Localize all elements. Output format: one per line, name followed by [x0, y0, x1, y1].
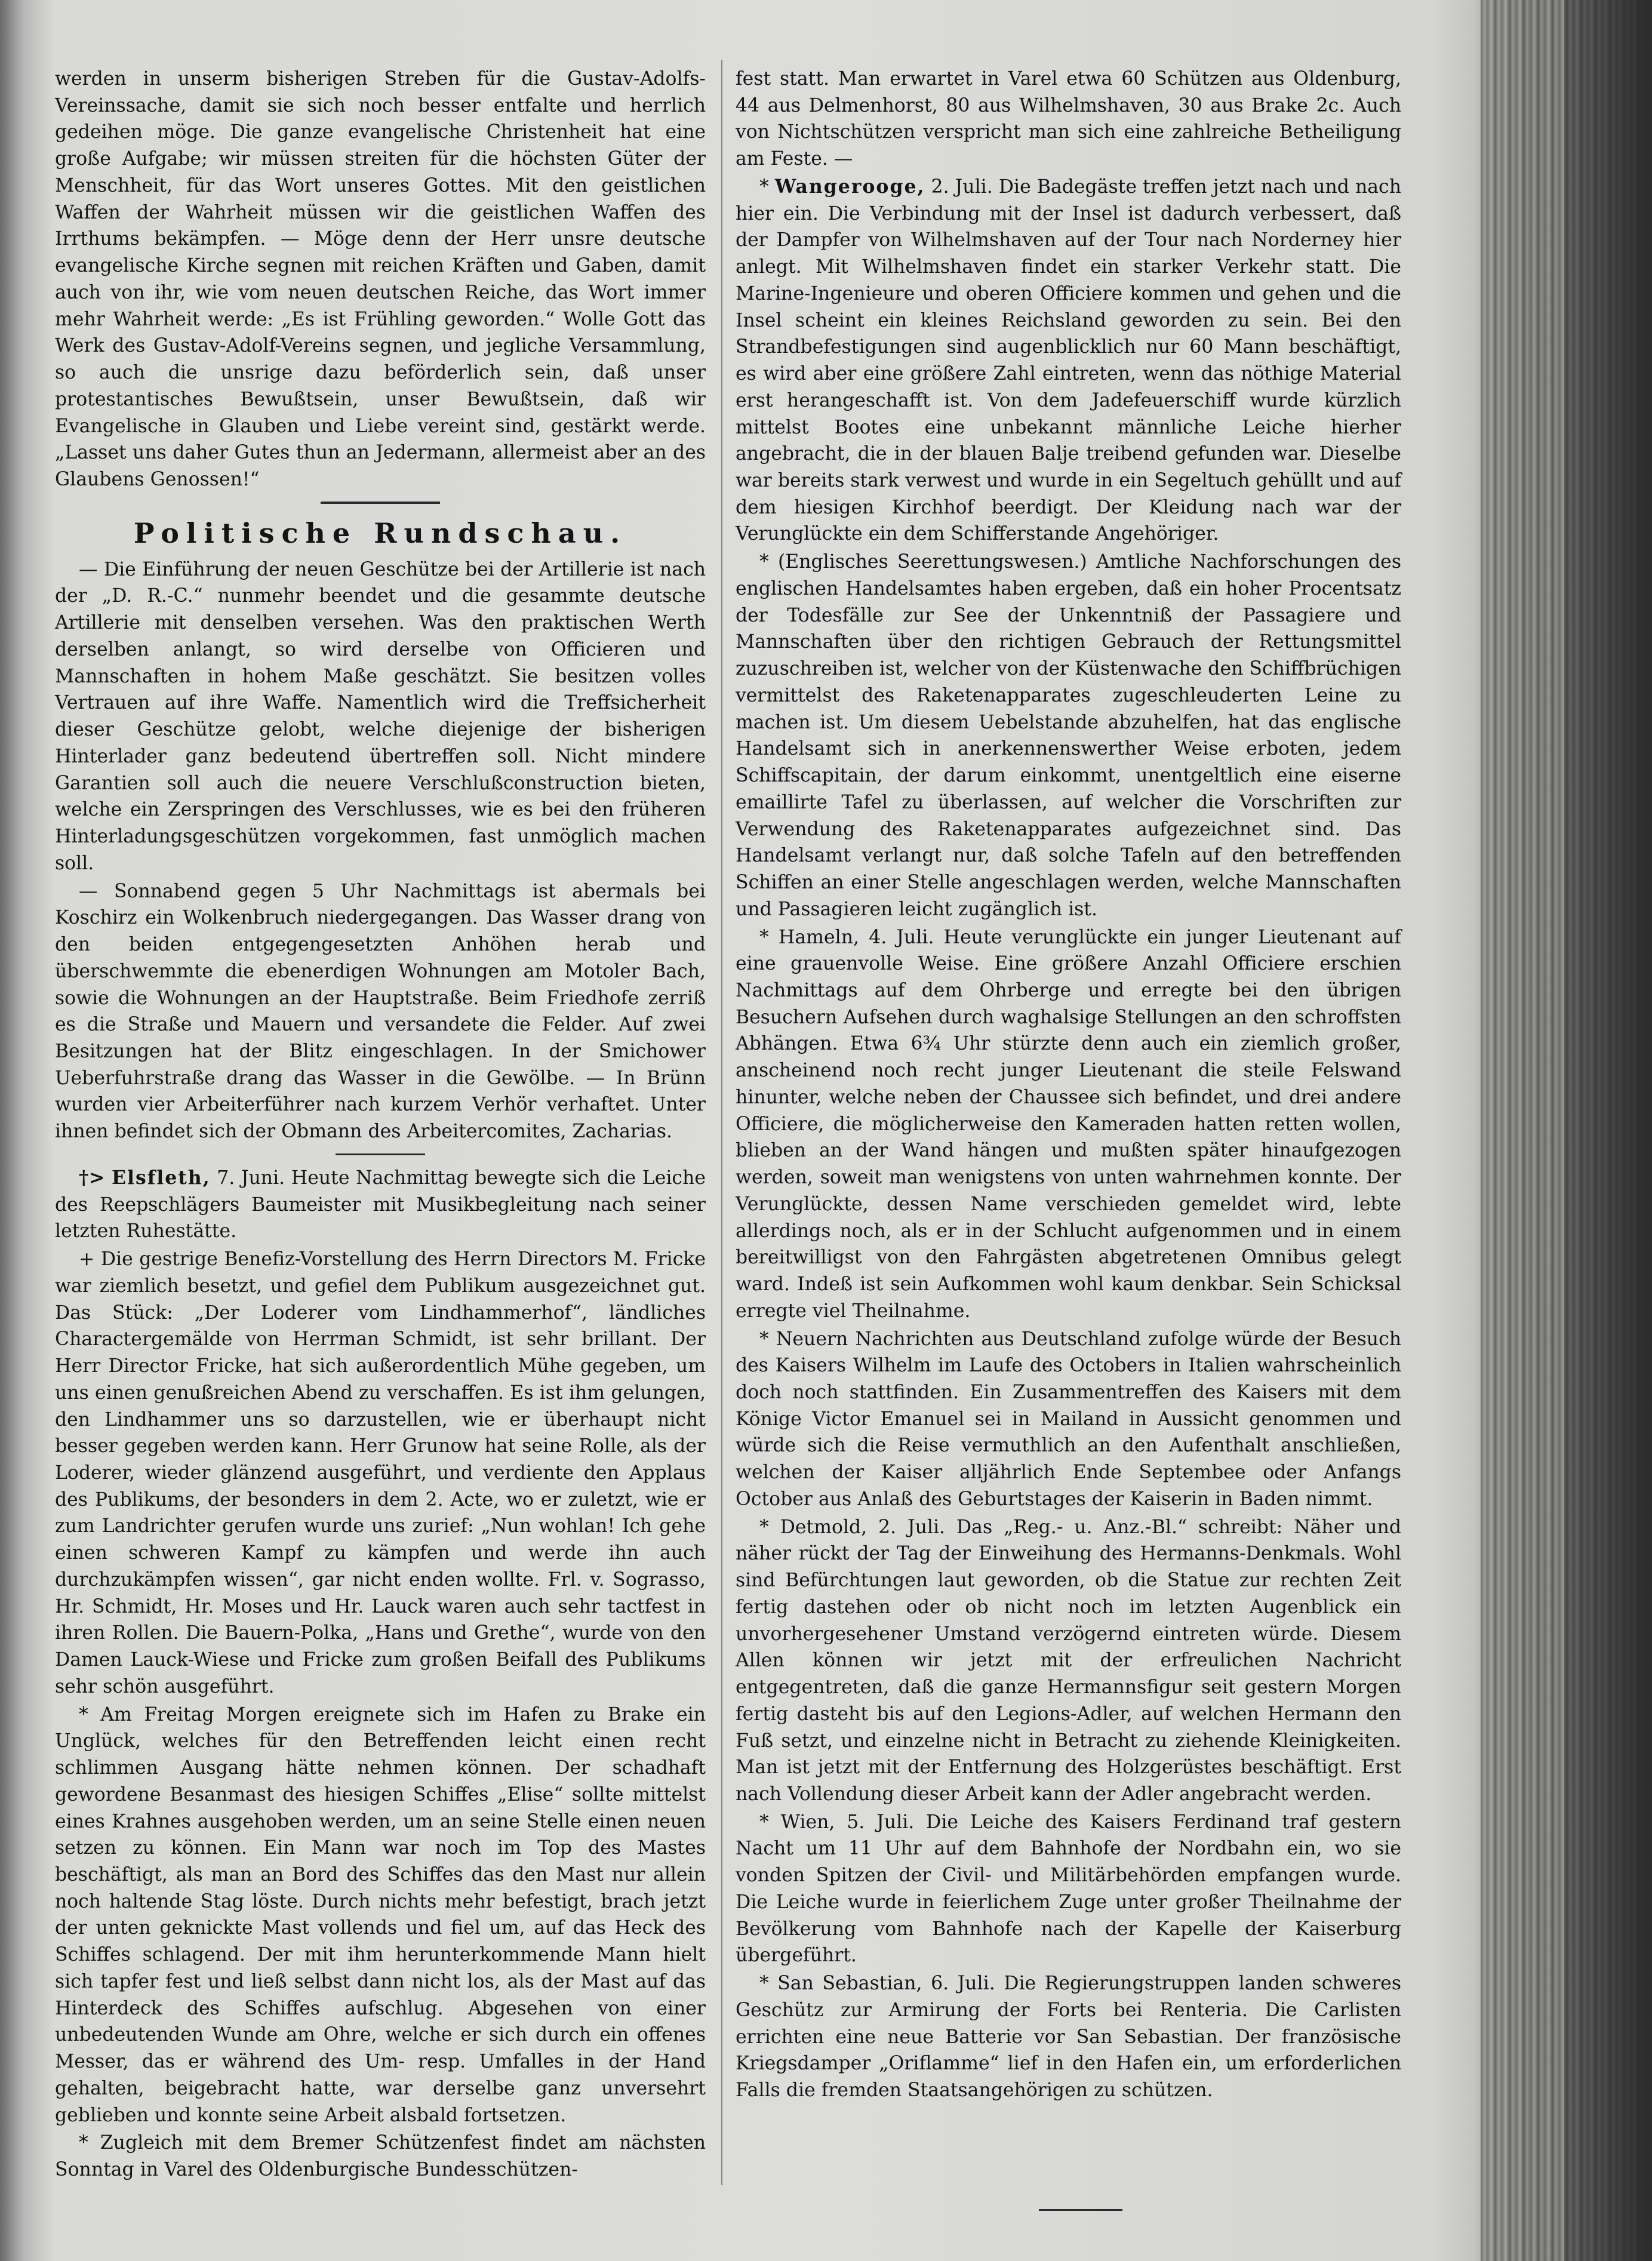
footer-rule: [1039, 2209, 1122, 2211]
article-hameln: * Hameln, 4. Juli. Heute verunglückte ein junger Lieutenant auf eine grauenvolle Weise. Eine größere Anzahl Officiere erschien Nachmittags auf dem Ohrberge und erregte bei den übrigen Besuchern Aufsehen durch waghalsige Stellungen an den schroffsten Abhängen. Etwa 6¾ Uhr stürzte denn auch ein ziemlich großer, anscheinend noch recht junger Lieutenant die steile Felswand hinunter, welche neben der Chaussee sich befindet, und drei andere Officiere, die möglicherweise den Kameraden hatten retten wollen, blieben an der Wand hängen und mußten später hinaufgezogen werden, soweit man wenigstens von unten wahrnehmen konnte. Der Verunglückte, dessen Name verschieden gemeldet wird, lebte allerdings noch, als er in der Schlucht aufgenommen und in einem bereitwilligst von den Fahrgästen abgetretenen Omnibus gelegt ward. Indeß ist sein Aufkommen wohl kaum denkbar. Sein Schicksal erregte viel Theilnahme.: [736, 926, 1401, 1322]
article-benefiz: + Die gestrige Benefiz-Vorstellung des Herrn Directors M. Fricke war ziemlich besetzt, und gefiel dem Publikum ausgezeichnet gut. Das Stück: „Der Loderer vom Lindhammerhof“, ländliches Charactergemälde von Herrman Schmidt, ist sehr brillant. Der Herr Director Fricke, hat sich außerordentlich Mühe gegeben, um uns einen genußreichen Abend zu verschaffen. Es ist ihm gelungen, den Lindhammer uns so darzustellen, wie er überhaupt nicht besser gegeben werden kann. Herr Grunow hat seine Rolle, als der Loderer, wieder glänzend ausgeführt, und verdiente den Applaus des Publikums, der besonders in dem 2. Acte, wo er zuletzt, wie er zum Landrichter gerufen wurde uns zurief: „Nun wohlan! Ich gehe einen schweren Kampf zu kämpfen und werde ihn auch durchzukämpfen wissen“, gar nicht enden wollte. Frl. v. Sograsso, Hr. Schmidt, Hr. Moses und Hr. Lauck waren auch sehr tactfest in ihren Rollen. Die Bauern-Polka, „Hans und Grethe“, wurde von den Damen Lauck-Wiese und Fricke zum großen Beifall des Publikums sehr schön ausgeführt.: [55, 1248, 706, 1697]
separator-rule: [336, 1153, 425, 1155]
article-wolkenbruch: — Sonnabend gegen 5 Uhr Nachmittags ist abermals bei Koschirz ein Wolkenbruch niedergegangen. Das Wasser drang von den beiden entgegengesetzten Anhöhen herab und überschwemmte die ebenerdigen Wohnungen am Motoler Bach, sowie die Wohnungen an der Hauptstraße. Beim Friedhofe zerriß es die Straße und Mauern und versandete die Felder. Auf zwei Besitzungen hat der Blitz eingeschlagen. In der Smichower Ueberfuhrstraße drang das Wasser in die Gewölbe. — In Brünn wurden vier Arbeiterführer nach kurzem Verhör verhaftet. Unter ihnen befindet sich der Obmann des Arbeitercomites, Zacharias.: [55, 880, 706, 1143]
article-schuetzenfest: * Zugleich mit dem Bremer Schützenfest findet am nächsten Sonntag in Varel des Oldenburgische Bundesschützen-: [55, 2132, 706, 2181]
article-body: 7. Juni. Heute Nachmittag bewegte sich die Leiche des Reepschlägers Baumeister mit Musikbegleitung nach seiner letzten Ruhestätte.: [55, 1167, 706, 1242]
right-column: [736, 66, 1401, 2105]
article-detmold: * Detmold, 2. Juli. Das „Reg.- u. Anz.-Bl.“ schreibt: Näher und näher rückt der Tag der Einweihung des Hermanns-Denkmals. Wohl sind Befürchtungen laut geworden, ob die Statue zur rechten Zeit fertig dastehen oder ob nicht noch im letzten Augenblick ein unvorhergesehener Umstand verzögernd eintreten würde. Diesem Allen können wir jetzt mit der erfreulichen Nachricht entgegentreten, daß die ganze Hermannsfigur seit gestern Morgen fertig dasteht bis auf den Legions-Adler, auf welchen Hermann den Fuß setzt, und einzelne nicht in Betracht zu ziehende Kleinigkeiten. Man ist jetzt mit der Entfernung des Holzgerüstes beschäftigt. Erst nach Vollendung dieser Arbeit kann der Adler angebracht werden.: [736, 1516, 1401, 1805]
section-heading: Politische Rundschau.: [133, 516, 627, 549]
article-kaiser-besuch: * Neuern Nachrichten aus Deutschland zufolge würde der Besuch des Kaisers Wilhelm im Laufe des Octobers in Italien wahrscheinlich doch noch stattfinden. Ein Zusammentreffen des Kaisers mit dem Könige Victor Emanuel sei in Mailand in Aussicht genommen und würde sich die Reise vermuthlich an den Aufenthalt anschließen, welchen der Kaiser alljährlich Ende Septembee oder Anfangs October aus Anlaß des Geburtstages der Kaiserin in Baden nimmt.: [736, 1328, 1401, 1510]
separator-rule: [321, 502, 440, 504]
dateline-place: Elsfleth,: [111, 1166, 211, 1189]
article-wien: * Wien, 5. Juli. Die Leiche des Kaisers Ferdinand traf gestern Nacht um 11 Uhr auf dem Bahnhofe der Nordbahn ein, wo sie vonden Spitzen der Civil- und Militärbehörden empfangen wurde. Die Leiche wurde in feierlichem Zuge unter großer Theilnahme der Bevölkerung vom Bahnhofe nach der Kapelle der Kaiserburg übergeführt.: [736, 1811, 1401, 1967]
article-schuetzenfest-continued: fest statt. Man erwartet in Varel etwa 60 Schützen aus Oldenburg, 44 aus Delmenhorst, 80 aus Wilhelmshaven, 30 aus Brake 2c. Auch von Nichtschützen verspricht man sich eine zahlreiche Betheiligung am Feste. —: [736, 68, 1401, 170]
gustav-adolf-article-end: werden in unserm bisherigen Streben für die Gustav-Adolfs-Vereinssache, damit sie sich noch besser entfalte und herrlich gedeihen möge. Die ganze evangelische Christenheit hat eine große Aufgabe; wir müssen streiten für die höchsten Güter der Menschheit, für das Wort unseres Gottes. Mit den geistlichen Waffen der Wahrheit müssen wir die geistlichen Waffen des Irrthums bekämpfen. — Möge denn der Herr unsre deutsche evangelische Kirche segnen mit reichen Kräften und Gaben, damit auch von ihr, wie vom neuen deutschen Reiche, das Wort immer mehr Wahrheit werde: „Es ist Frühling geworden.“ Wolle Gott das Werk des Gustav-Adolf-Vereins segnen, und jegliche Versammlung, so auch die unsrige dazu beförderlich sein, daß unser protestantisches Bewußtsein, unser Bewußtsein, daß wir Evangelische in Glauben und Liebe vereint sind, gestärkt werde. „Lasset uns daher Gutes thun an Jedermann, allermeist aber an des Glaubens Genossen!“: [55, 68, 706, 491]
dateline-place: Wangerooge,: [774, 175, 925, 198]
article-seerettung: * (Englisches Seerettungswesen.) Amtliche Nachforschungen des englischen Handelsamtes haben ergeben, daß ein hoher Procentsatz der Todesfälle zur See der Unkenntniß der Passagiere und Mannschaften über den richtigen Gebrauch der Rettungsmittel zuzuschreiben ist, welcher von der Küstenwache den Schiffbrüchigen vermittelst des Raketenapparates zugeschleuderten Leine zu machen ist. Um diesem Uebelstande abzuhelfen, hat das englische Handelsamt sich in anerkennenswerther Weise erboten, jedem Schiffscapitain, der darum einkommt, unentgeltlich eine eiserne emaillirte Tafel zu überlassen, auf welcher die Vorschriften zur Verwendung des Raketenapparates aufgezeichnet sind. Das Handelsamt verlangt nur, daß solche Tafeln auf den betreffenden Schiffen an einer Stelle angeschlagen werden, welche Mannschaften und Passagieren leicht zugänglich ist.: [736, 551, 1401, 920]
article-san-sebastian: * San Sebastian, 6. Juli. Die Regierungstruppen landen schweres Geschütz zur Armirung der Forts bei Renteria. Die Carlisten errichten eine neue Batterie vor San Sebastian. Der französische Kriegsdamper „Oriflamme“ lief in den Hafen ein, um erforderlichen Falls die fremden Staatsangehörigen zu schützen.: [736, 1973, 1401, 2102]
article-brake: * Am Freitag Morgen ereignete sich im Hafen zu Brake ein Unglück, welches für den Betreffenden leicht einen recht schlimmen Ausgang hätte nehmen können. Der schadhaft gewordene Besanmast des hiesigen Schiffes „Elise“ sollte mittelst eines Krahnes ausgehoben werden, um an seine Stelle einen neuen setzen zu können. Ein Mann war noch im Top des Mastes beschäftigt, als man an Bord des Schiffes das den Mast nur allein noch haltende Stag löste. Durch nichts mehr befestigt, brach jetzt der unten geknickte Mast vollends und fiel um, auf das Heck des Schiffes schlagend. Der mit ihm herunterkommende Mann hielt sich tapfer fest und ließ selbst dann nicht los, als der Mast auf das Hinterdeck des Schiffes aufschlug. Abgesehen von einer unbedeutenden Wunde am Ohre, welche er sich durch ein offenes Messer, das er während des Um- resp. Umfalles in der Hand gehalten, beigebracht hatte, war derselbe ganz unversehrt geblieben und konnte seine Arbeit alsbald fortsetzen.: [55, 1703, 706, 2126]
article-artillerie: — Die Einführung der neuen Geschütze bei der Artillerie ist nach der „D. R.-C.“ nunmehr beendet und die gesammte deutsche Artillerie mit denselben versehen. Was den praktischen Werth derselben anlangt, so wird derselbe von Officieren und Mannschaften in hohem Maße geschätzt. Sie besitzen volles Vertrauen auf ihre Waffe. Namentlich wird die Treffsicherheit dieser Geschütze gelobt, welche diejenige der bisherigen Hinterlader ganz bedeutend übertreffen soll. Nicht mindere Garantien soll auch die neuere Verschlußconstruction bieten, welche ein Zerspringen des Verschlusses, wie es bei den früheren Hinterladungsgeschützen vorgekommen, fast unmöglich machen soll.: [55, 558, 706, 874]
column-divider: [721, 60, 722, 2185]
article-wangerooge: * Wangerooge, 2. Juli. Die Badegäste treffen jetzt nach und nach hier ein. Die Verbindung mit der Insel ist dadurch verbessert, daß der Dampfer von Wilhelmshaven auf der Tour nach Norderney hier anlegt. Mit Wilhelmshaven findet ein starker Verkehr statt. Die Marine-Ingenieure und oberen Officiere kommen und gehen und die Insel scheint ein kleines Reichsland geworden zu sein. Bei den Strandbefestigungen sind augenblicklich nur 60 Mann beschäftigt, es wird aber eine größere Zahl eintreten, wenn das nöthige Material erst herangeschafft ist. Von dem Jadefeuerschiff wurde kürzlich mittelst Bootes eine unbekannt männliche Leiche hierher angebracht, die in der blauen Balje treibend gefunden war. Dieselbe war bereits stark verwest und wurde in ein Segeltuch gehüllt und auf dem hiesigen Kirchhof beerdigt. Der Kleidung nach war der Verunglückte ein dem Schifferstande Angehöriger.: [736, 175, 1401, 545]
article-marker: †>: [79, 1166, 112, 1189]
binding-shadow: [1564, 0, 1652, 2261]
article-elsfleth: [55, 1165, 706, 1245]
left-column: [55, 66, 706, 2185]
article-body: 2. Juli. Die Badegäste treffen jetzt nach und nach hier ein. Die Verbindung mit der Insel ist dadurch verbessert, daß der Dampfer von Wilhelmshaven auf der Tour nach Norderney hier anlegt. Mit Wilhelmshaven findet ein starker Verkehr statt. Die Marine-Ingenieure und oberen Officiere kommen und gehen und die Insel scheint ein kleines Reichsland geworden zu sein. Bei den Strandbefestigungen sind augenblicklich nur 60 Mann beschäftigt, es wird aber eine größere Zahl eintreten, wenn das nöthige Material erst herangeschafft ist. Von dem Jadefeuerschiff wurde kürzlich mittelst Bootes eine unbekannt männliche Leiche hierher angebracht, die in der blauen Balje treibend gefunden war. Dieselbe war bereits stark verwest und wurde in ein Segeltuch gehüllt und auf dem hiesigen Kirchhof beerdigt. Der Kleidung nach war der Verunglückte ein dem Schifferstande Angehöriger.: [736, 176, 1401, 545]
